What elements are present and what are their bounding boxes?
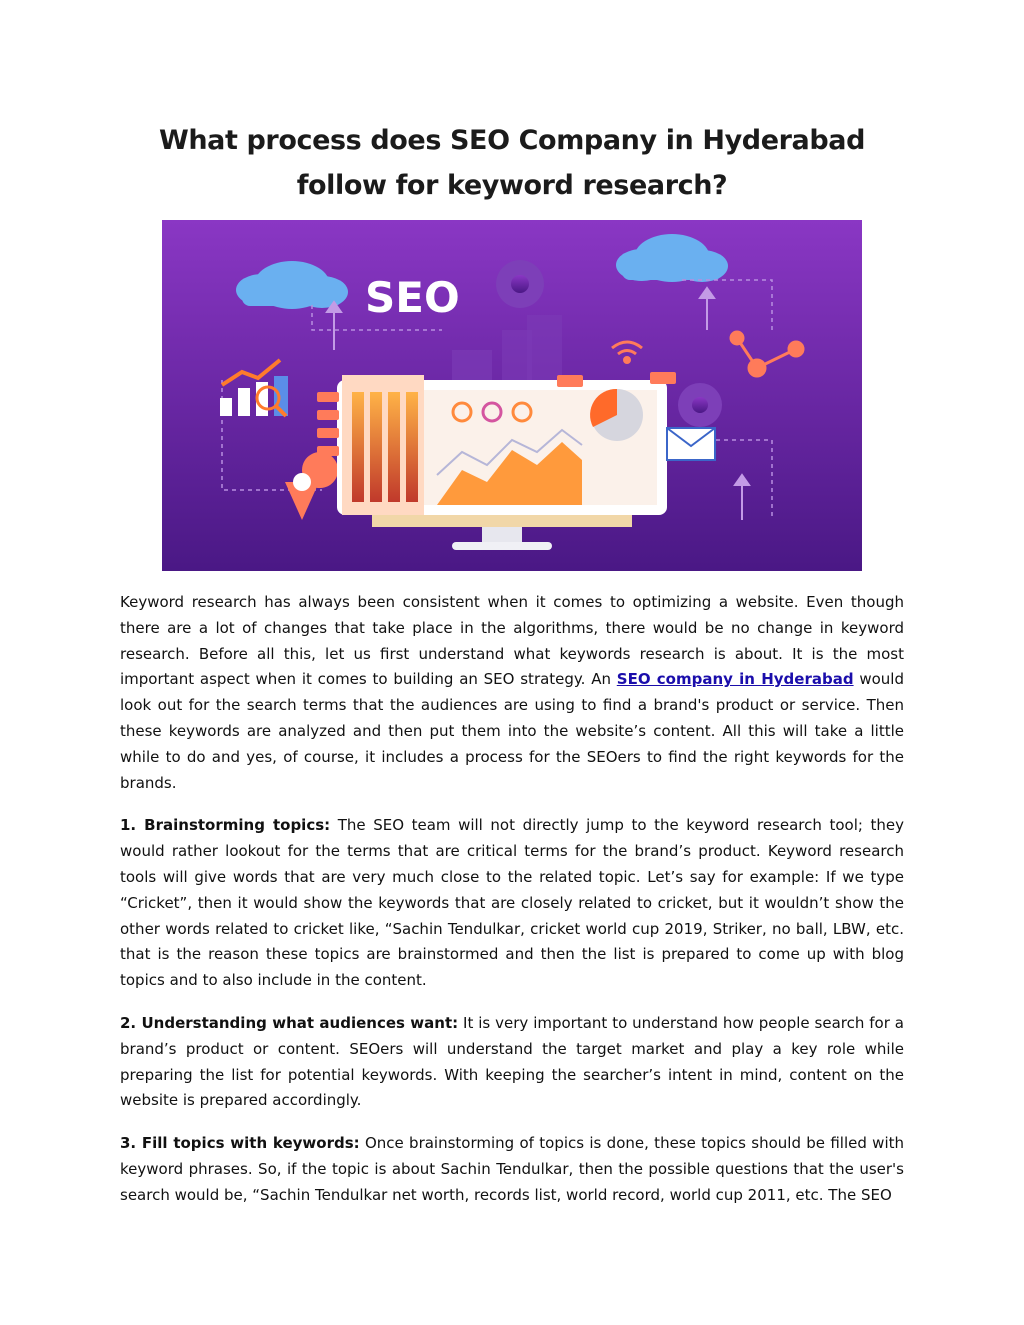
- step-heading: 1. Brainstorming topics:: [120, 816, 331, 835]
- intro-text-start: Keyword research has always been consistent when it comes to optimizing a website. Even though there are a lot of changes that take place in the algorithms, there would be no change in keyword research. Before all this, let us first understand what keywords research is about. It is the most important aspect when it comes to building an SEO strategy. An: [120, 593, 904, 689]
- step-heading: 3. Fill topics with keywords:: [120, 1134, 360, 1153]
- intro-paragraph: [120, 590, 904, 796]
- gear-icon: [678, 383, 722, 427]
- step-paragraph: [120, 1131, 904, 1208]
- gear-icon: [496, 260, 544, 308]
- step-text: It is very important to understand how people search for a brand’s product or content. SEOers will understand the target market and play a key role while preparing the list for potential keywords. With keeping the searcher’s intent in mind, content on the website is prepared accordingly.: [120, 1013, 904, 1110]
- step-text: The SEO team will not directly jump to the keyword research tool; they would rather lookout for the terms that are critical terms for the brand’s product. Keyword research tools will give words that are very much close to the related topic. Let’s say for example: If we type “Cricket”, then it would show the keywords that are closely related to cricket, but it wouldn’t show the other words related to cricket like, “Sachin Tendulkar, cricket world cup 2019, Striker, no ball, LBW, etc. that is the reason these topics are brainstormed and then the list is prepared to come up with blog topics and to also include in the content.: [120, 816, 904, 990]
- seo-company-link[interactable]: SEO company in Hyderabad: [616, 670, 854, 689]
- step-paragraph: [120, 1011, 904, 1114]
- seo-label: SEO: [365, 273, 460, 322]
- page-title: What process does SEO Company in Hyderabad follow for keyword research?: [158, 125, 866, 201]
- mail-icon: [667, 428, 715, 460]
- step-text: Once brainstorming of topics is done, these topics should be filled with keyword phrases. So, if the topic is about Sachin Tendulkar, then the possible questions that the user's search would be, “Sachin Tendulkar net worth, records list, world record, world cup 2011, etc. The SEO: [120, 1134, 905, 1204]
- seo-illustration: [162, 220, 862, 571]
- step-heading: 2. Understanding what audiences want:: [120, 1013, 459, 1032]
- intro-text-end: would look out for the search terms that the audiences are using to find a brand's product or service. Then these keywords are analyzed and then put them into the website’s content. All this will take a little while to do and yes, of course, it includes a process for the SEOers to find the right keywords for the brands.: [120, 670, 904, 792]
- step-paragraph: [120, 813, 904, 994]
- article-body: [120, 590, 904, 1226]
